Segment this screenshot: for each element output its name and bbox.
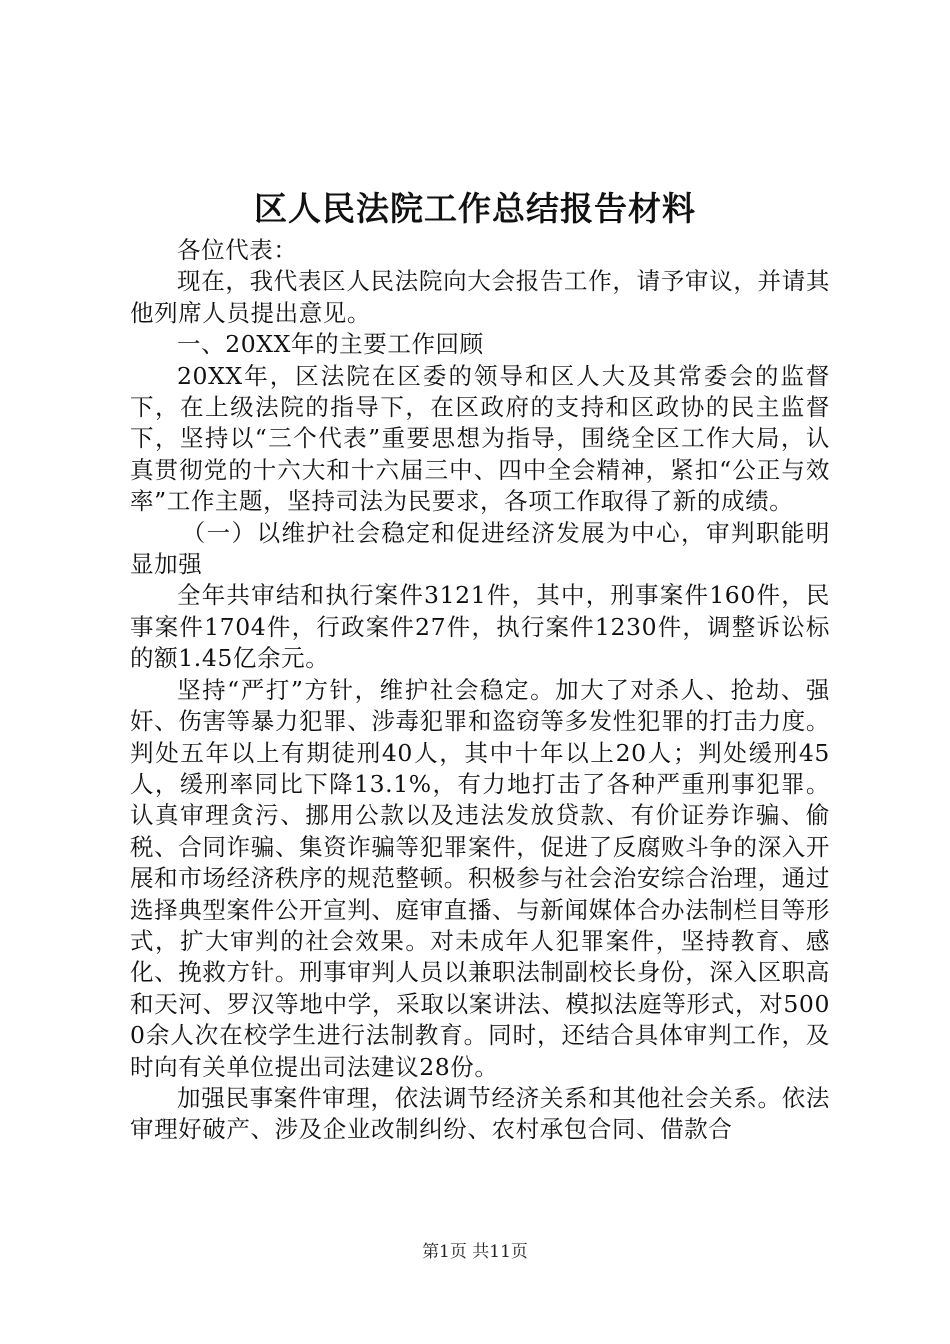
subsection-heading: （一）以维护社会稳定和促进经济发展为中心，审判职能明显加强 <box>130 518 830 579</box>
salutation-paragraph: 各位代表： <box>177 236 298 264</box>
document-title: 区人民法院工作总结报告材料 <box>254 189 696 228</box>
page-number-footer: 第1页 共11页 <box>422 1242 528 1262</box>
criminal-trial-paragraph: 坚持“严打”方针，维护社会稳定。加大了对杀人、抢劫、强奸、伤害等暴力犯罪、涉毒犯罪和盗窃等多发性犯罪的打击力度。判处五年以上有期徒刑40人，其中十年以上20人；判处缓刑45人，缓刑率同比下降13.1%，有力地打击了各种严重刑事犯罪。认真审理贪污、挪用公款以及违法发放贷款、有价证券诈骗、偷税、合同诈骗、集资诈骗等犯罪案件，促进了反腐败斗争的深入开展和市场经济秩序的规范整顿。积极参与社会治安综合治理，通过选择典型案件公开宣判、庭审直播、与新闻媒体合办法制栏目等形式，扩大审判的社会效果。对未成年人犯罪案件，坚持教育、感化、挽救方针。刑事审判人员以兼职法制副校长身份，深入区职高和天河、罗汉等地中学，采取以案讲法、模拟法庭等形式，对5000余人次在校学生进行法制教育。同时，还结合具体审判工作，及时向有关单位提出司法建议28份。 <box>130 675 830 1081</box>
case-statistics-paragraph: 全年共审结和执行案件3121件，其中，刑事案件160件，民事案件1704件，行政案件27件，执行案件1230件，调整诉讼标的额1.45亿余元。 <box>130 581 830 673</box>
review-paragraph: 20XX年，区法院在区委的领导和区人大及其常委会的监督下，在上级法院的指导下，在区政府的支持和区政协的民主监督下，坚持以“三个代表”重要思想为指导，围绕全区工作大局，认真贯彻党的十六大和十六届三中、四中全会精神，紧扣“公正与效率”工作主题，坚持司法为民要求，各项工作取得了新的成绩。 <box>130 361 830 516</box>
section-heading: 一、20XX年的主要工作回顾 <box>177 330 484 359</box>
document-body <box>130 235 830 1146</box>
civil-trial-paragraph: 加强民事案件审理，依法调节经济关系和其他社会关系。依法审理好破产、涉及企业改制纠纷、农村承包合同、借款合 <box>130 1083 830 1144</box>
opening-paragraph: 现在，我代表区人民法院向大会报告工作，请予审议，并请其他列席人员提出意见。 <box>130 267 830 327</box>
